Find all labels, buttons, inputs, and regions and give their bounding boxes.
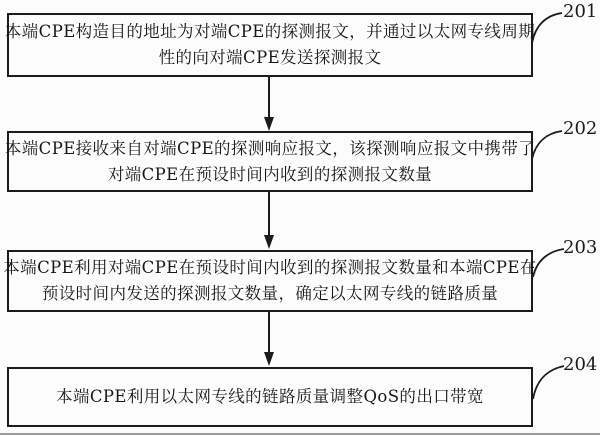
flow-step-4: [7, 367, 533, 427]
step-1-ref-label: 201: [563, 1, 598, 22]
flow-step-3: [3, 250, 537, 312]
arrowhead-2: [264, 235, 274, 249]
step-3-text-line-2: 预设时间内发送的探测报文数量，确定以太网专线的链路质量: [41, 284, 499, 303]
step-1-text-line-1: 本端CPE构造目的地址为对端CPE的探测报文，并通过以太网专线周期: [4, 22, 536, 41]
flow-step-2: [4, 131, 536, 192]
step-1-text-line-2: 性的向对端CPE发送探测报文: [158, 48, 382, 67]
ref-hook-201: [532, 13, 562, 43]
step-3-ref-label: 203: [563, 237, 598, 258]
step-3-text-line-1: 本端CPE利用对端CPE在预设时间内收到的探测报文数量和本端CPE在: [3, 258, 537, 277]
step-2-ref-label: 202: [563, 118, 598, 139]
arrowhead-3: [264, 352, 274, 366]
step-4-text-line-1: 本端CPE利用以太网专线的链路质量调整QoS的出口带宽: [56, 387, 484, 406]
ref-hook-202: [532, 131, 562, 159]
flow-step-1: [4, 13, 536, 77]
step-2-text-line-1: 本端CPE接收来自对端CPE的探测响应报文，该探测响应报文中携带了: [4, 138, 536, 158]
step-2-text-line-2: 对端CPE在预设时间内收到的探测报文数量: [107, 164, 433, 184]
ref-hook-203: [533, 249, 564, 277]
arrowhead-1: [264, 117, 274, 131]
step-4-ref-label: 204: [563, 354, 598, 375]
ref-hook-204: [533, 366, 564, 399]
